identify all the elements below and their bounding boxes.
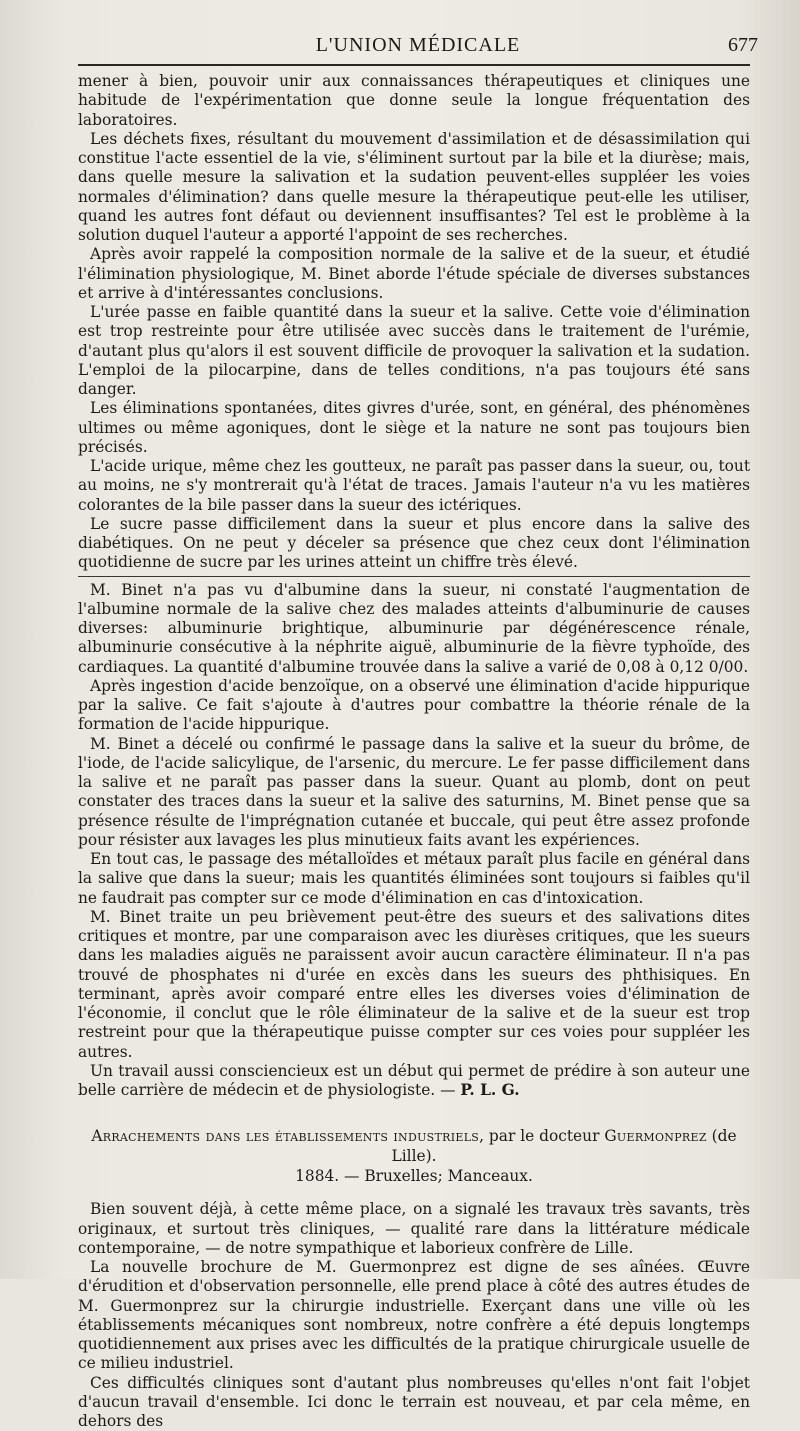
reviewer-signature: P. L. G. <box>460 1081 519 1099</box>
review-author-pre: , par le docteur <box>479 1127 604 1145</box>
section-divider <box>78 576 750 577</box>
paragraph: mener à bien, pouvoir unir aux connaissances thérapeutiques et cliniques une habitude de l'expérimentation que donne seule la longue fréquentation des laboratoires. <box>78 72 750 130</box>
paragraph: M. Binet a décelé ou confirmé le passage dans la salive et la sueur du brôme, de l'iode, de l'acide salicylique, de l'arsenic, du mercure. Le fer passe difficilement dans la salive et ne paraît pas passer dans la sueur. Quant au plomb, dont on peut constater des traces dans la sueur et la salive des saturnins, M. Binet pense que sa présence résulte de l'imprégnation cutanée et buccale, qui peut être assez profonde pour résister aux lavages les plus minutieux faits avant les expériences. <box>78 735 750 851</box>
paragraph: Ces difficultés cliniques sont d'autant plus nombreuses qu'elles n'ont fait l'objet d'aucun travail d'ensemble. Ici donc le terrain est nouveau, et par cela même, en dehors des <box>78 1374 750 1431</box>
running-header <box>78 34 758 58</box>
paragraph: M. Binet n'a pas vu d'albumine dans la sueur, ni constaté l'augmentation de l'albumine normale de la salive chez des malades atteints d'albuminurie de causes diverses: albuminurie brightique, albuminurie par dégénérescence rénale, albuminurie consécutive à la néphrite aiguë, albuminurie de la fièvre typhoïde, des cardiaques. La quantité d'albumine trouvée dans la salive a varié de 0,08 à 0,12 0/00. <box>78 581 750 677</box>
paragraph: Après avoir rappelé la composition normale de la salive et de la sueur, et étudié l'élimination physiologique, M. Binet aborde l'étude spéciale de diverses substances et arrive à d'intéressantes conclusions. <box>78 245 750 303</box>
paragraph: L'acide urique, même chez les goutteux, ne paraît pas passer dans la sueur, ou, tout au moins, ne s'y montrerait qu'à l'état de traces. Jamais l'auteur n'a vu les matières colorantes de la bile passer dans la sueur des ictériques. <box>78 457 750 515</box>
closing-text: Un travail aussi consciencieux est un début qui permet de prédire à son auteur une belle carrière de médecin et de physiologiste. — <box>78 1062 750 1099</box>
page-number: 677 <box>728 34 758 57</box>
paragraph: Bien souvent déjà, à cette même place, on a signalé les travaux très savants, très originaux, et surtout très cliniques, — qualité rare dans la littérature médicale contemporaine, — de notre sympathique et laborieux confrère de Lille. <box>78 1200 750 1258</box>
paragraph: Le sucre passe difficilement dans la sueur et plus encore dans la salive des diabétiques. On ne peut y déceler sa présence que chez ceux dont l'élimination quotidienne de sucre par les urines atteint un chiffre très élevé. <box>78 515 750 573</box>
paragraph: Les déchets fixes, résultant du mouvement d'assimilation et de désassimilation qui constitue l'acte essentiel de la vie, s'éliminent surtout par la bile et la diurèse; mais, dans quelle mesure la salivation et la sudation peuvent-elles suppléer les voies normales d'élimination? dans quelle mesure la thérapeutique peut-elle les utiliser, quand les autres font défaut ou deviennent insuffisantes? Tel est le problème à la solution duquel l'auteur a apporté l'appoint de ses recherches. <box>78 130 750 246</box>
review-author: Guermonprez <box>604 1127 706 1145</box>
review-heading <box>78 1126 750 1186</box>
paragraph: L'urée passe en faible quantité dans la sueur et la salive. Cette voie d'élimination est trop restreinte pour être utilisée avec succès dans le traitement de l'urémie, d'autant plus qu'alors il est souvent difficile de provoquer la salivation et la sudation. L'emploi de la pilocarpine, dans de telles conditions, n'a pas toujours été sans danger. <box>78 303 750 399</box>
journal-title: L'UNION MÉDICALE <box>78 34 758 57</box>
review-imprint: 1884. — Bruxelles; Manceaux. <box>295 1167 533 1185</box>
review-title: Arrachements dans les établissements industriels <box>91 1127 479 1145</box>
header-rule <box>78 64 750 66</box>
paragraph: Les éliminations spontanées, dites givres d'urée, sont, en général, des phénomènes ultimes ou même agoniques, dont le siège et la nature ne sont pas toujours bien précisés. <box>78 399 750 457</box>
paragraph: En tout cas, le passage des métalloïdes et métaux paraît plus facile en général dans la salive que dans la sueur; mais les quantités éliminées sont toujours si faibles qu'il ne faudrait pas compter sur ce mode d'élimination en cas d'intoxication. <box>78 850 750 908</box>
paragraph: Après ingestion d'acide benzoïque, on a observé une élimination d'acide hippurique par la salive. Ce fait s'ajoute à d'autres pour combattre la théorie rénale de la formation de l'acide hippurique. <box>78 677 750 735</box>
closing-paragraph <box>78 1062 750 1101</box>
review-author-post: (de Lille). <box>392 1127 737 1165</box>
article-body <box>78 72 750 1431</box>
paragraph: La nouvelle brochure de M. Guermonprez est digne de ses aînées. Œuvre d'érudition et d'observation personnelle, elle prend place à côté des autres études de M. Guermonprez sur la chirurgie industrielle. Exerçant dans une ville où les établissements mécaniques sont nombreux, notre confrère a été depuis longtemps quotidiennement aux prises avec les difficultés de la pratique chirurgicale usuelle de ce milieu industriel. <box>78 1258 750 1374</box>
paragraph: M. Binet traite un peu brièvement peut-être des sueurs et des salivations dites critiques et montre, par une comparaison avec les diurèses critiques, que les sueurs dans les maladies aiguës ne paraissent avoir aucun caractère éliminateur. Il n'a pas trouvé de phosphates ni d'urée en excès dans les sueurs des phthisiques. En terminant, après avoir comparé entre elles les diverses voies d'élimination de l'économie, il conclut que le rôle éliminateur de la salive et de la sueur est trop restreint pour que la thérapeutique puisse compter sur ces voies pour suppléer les autres. <box>78 908 750 1062</box>
